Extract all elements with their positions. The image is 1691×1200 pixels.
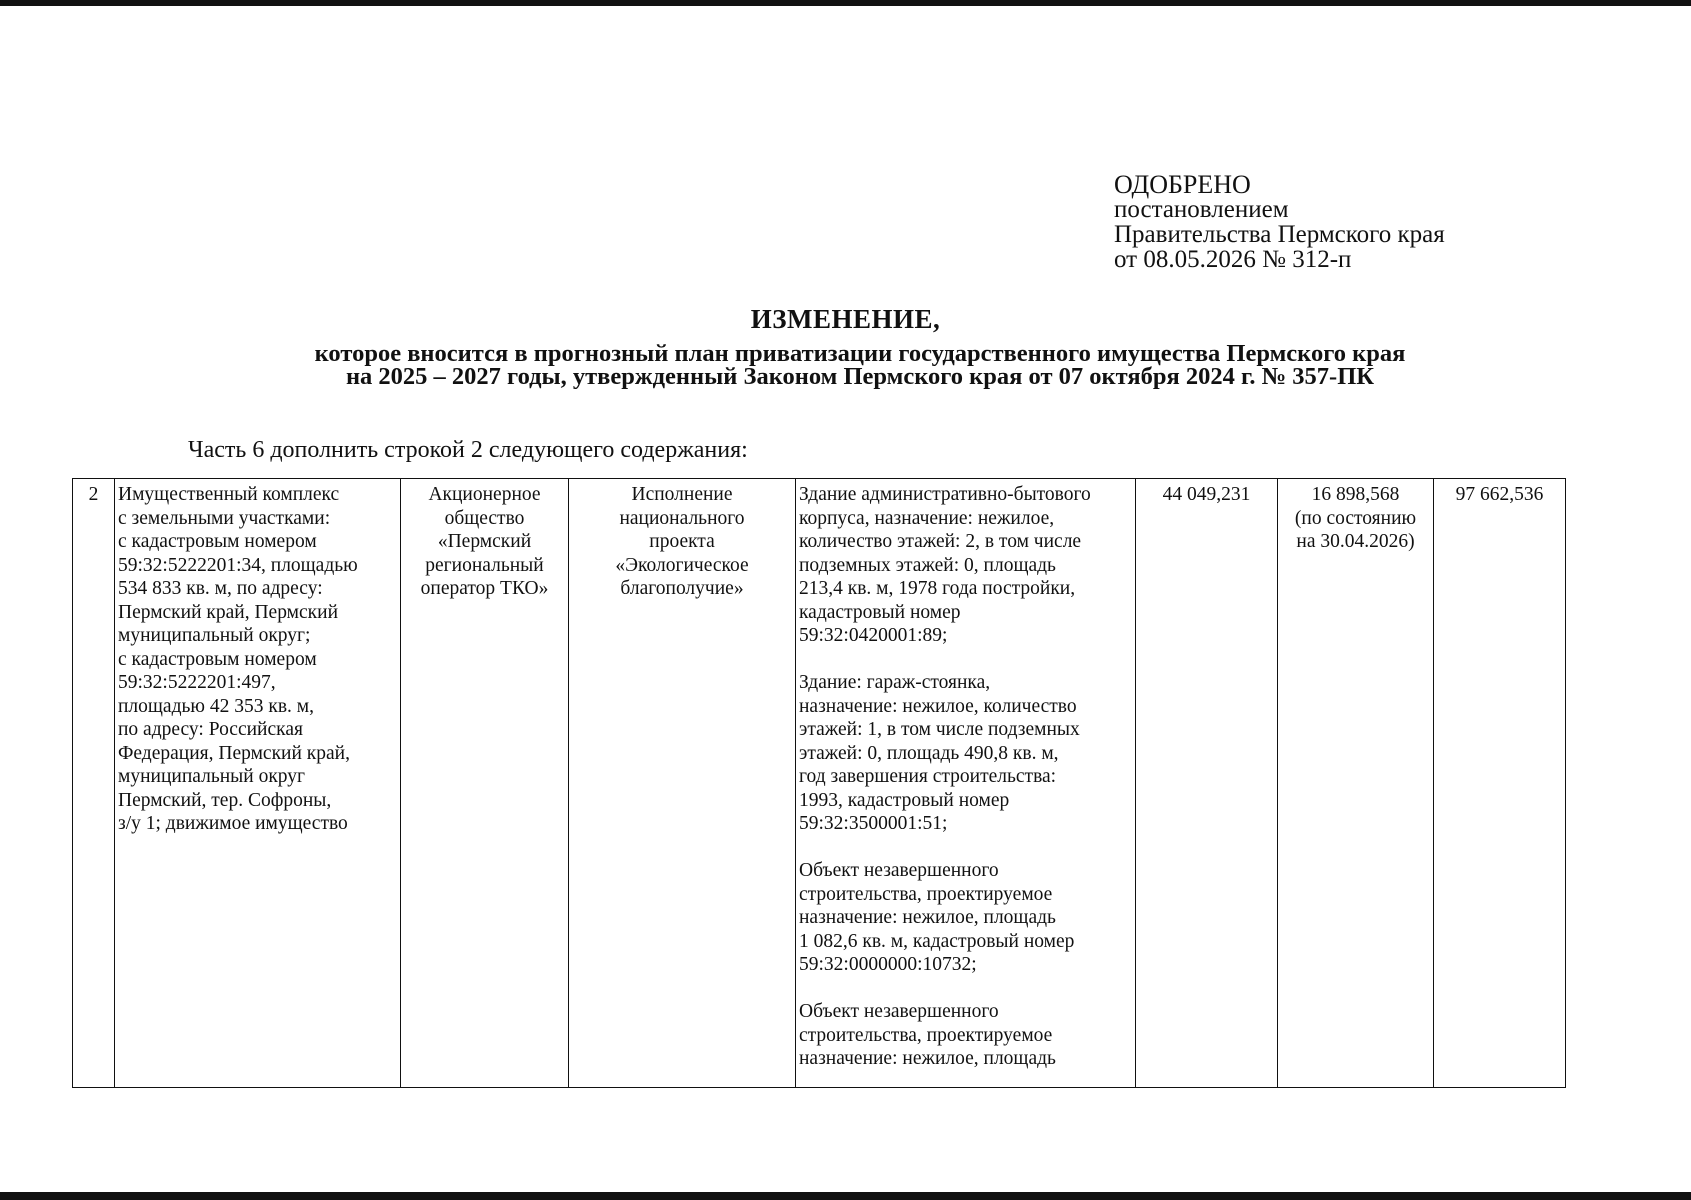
holder-cell [401,479,569,1088]
document-title: ИЗМЕНЕНИЕ, [750,304,941,334]
purpose-cell [569,479,796,1088]
subtitle-line-1: которое вносится в прогнозный план приватизации государственного имущества Пермского края [314,340,1406,367]
value-3: 97 662,536 [1455,484,1544,505]
approval-line-2: постановлением [1114,196,1289,223]
table-row [73,479,1566,1088]
object-item-3: Объект незавершенного строительства, проектируемое назначение: нежилое, площадь 1 082,6 кв. м, кадастровый номер 59:32:0000000:10732; [799,860,1075,975]
document-subtitle [190,342,1530,388]
subtitle-line-2: на 2025 – 2027 годы, утвержденный Законом Пермского края от 07 октября 2024 г. № 357-ПК [345,363,1375,390]
value-2-note: (по состоянию на 30.04.2026) [1294,507,1417,552]
property-cell [115,479,401,1088]
approval-line-4: от 08.05.2026 № 312-п [1114,246,1352,273]
approval-line-3: Правительства Пермского края [1114,221,1445,248]
instruction-text: Часть 6 дополнить строкой 2 следующего содержания: [188,437,748,463]
object-item-2: Здание: гараж-стоянка, назначение: нежилое, количество этажей: 1, в том числе подземных этажей: 0, площадь 490,8 кв. м, год завершения строительства: 1993, кадастровый номер 59:32:3500001:51; [799,672,1080,834]
scan-top-edge [0,0,1691,6]
property-description: Имущественный комплекс с земельными участками: с кадастровым номером 59:32:5222201:34, площадью 534 833 кв. м, по адресу: Пермский край, Пермский муниципальный округ; с кадастровым номером 59:32:5222201:497, площадью 42 353 кв. м, по адресу: Российская Федерация, Пермский край, муниципальный округ Пермский, тер. Софроны, з/у 1; движимое имущество [118,484,358,834]
object-item-1: Здание административно-бытового корпуса, назначение: нежилое, количество этажей: 2, в том числе подземных этажей: 0, площадь 213,4 кв. м, 1978 года постройки, кадастровый номер 59:32:0420001:89; [799,484,1091,646]
row-number-cell [73,479,115,1088]
holder-name: Акционерное общество «Пермский региональный оператор ТКО» [420,484,549,599]
row-number: 2 [88,484,99,505]
approval-stamp [1114,172,1445,272]
objects-cell [796,479,1136,1088]
object-item-4: Объект незавершенного строительства, проектируемое назначение: нежилое, площадь [799,1001,1056,1069]
value1-cell [1136,479,1278,1088]
amendment-table [72,478,1566,1088]
value-2: 16 898,568 [1311,484,1400,505]
scan-bottom-edge [0,1192,1691,1200]
value2-cell [1278,479,1434,1088]
approval-heading: ОДОБРЕНО [1114,170,1251,199]
purpose-text: Исполнение национального проекта «Экологическое благополучие» [615,484,749,599]
value3-cell [1434,479,1566,1088]
value-1: 44 049,231 [1162,484,1251,505]
